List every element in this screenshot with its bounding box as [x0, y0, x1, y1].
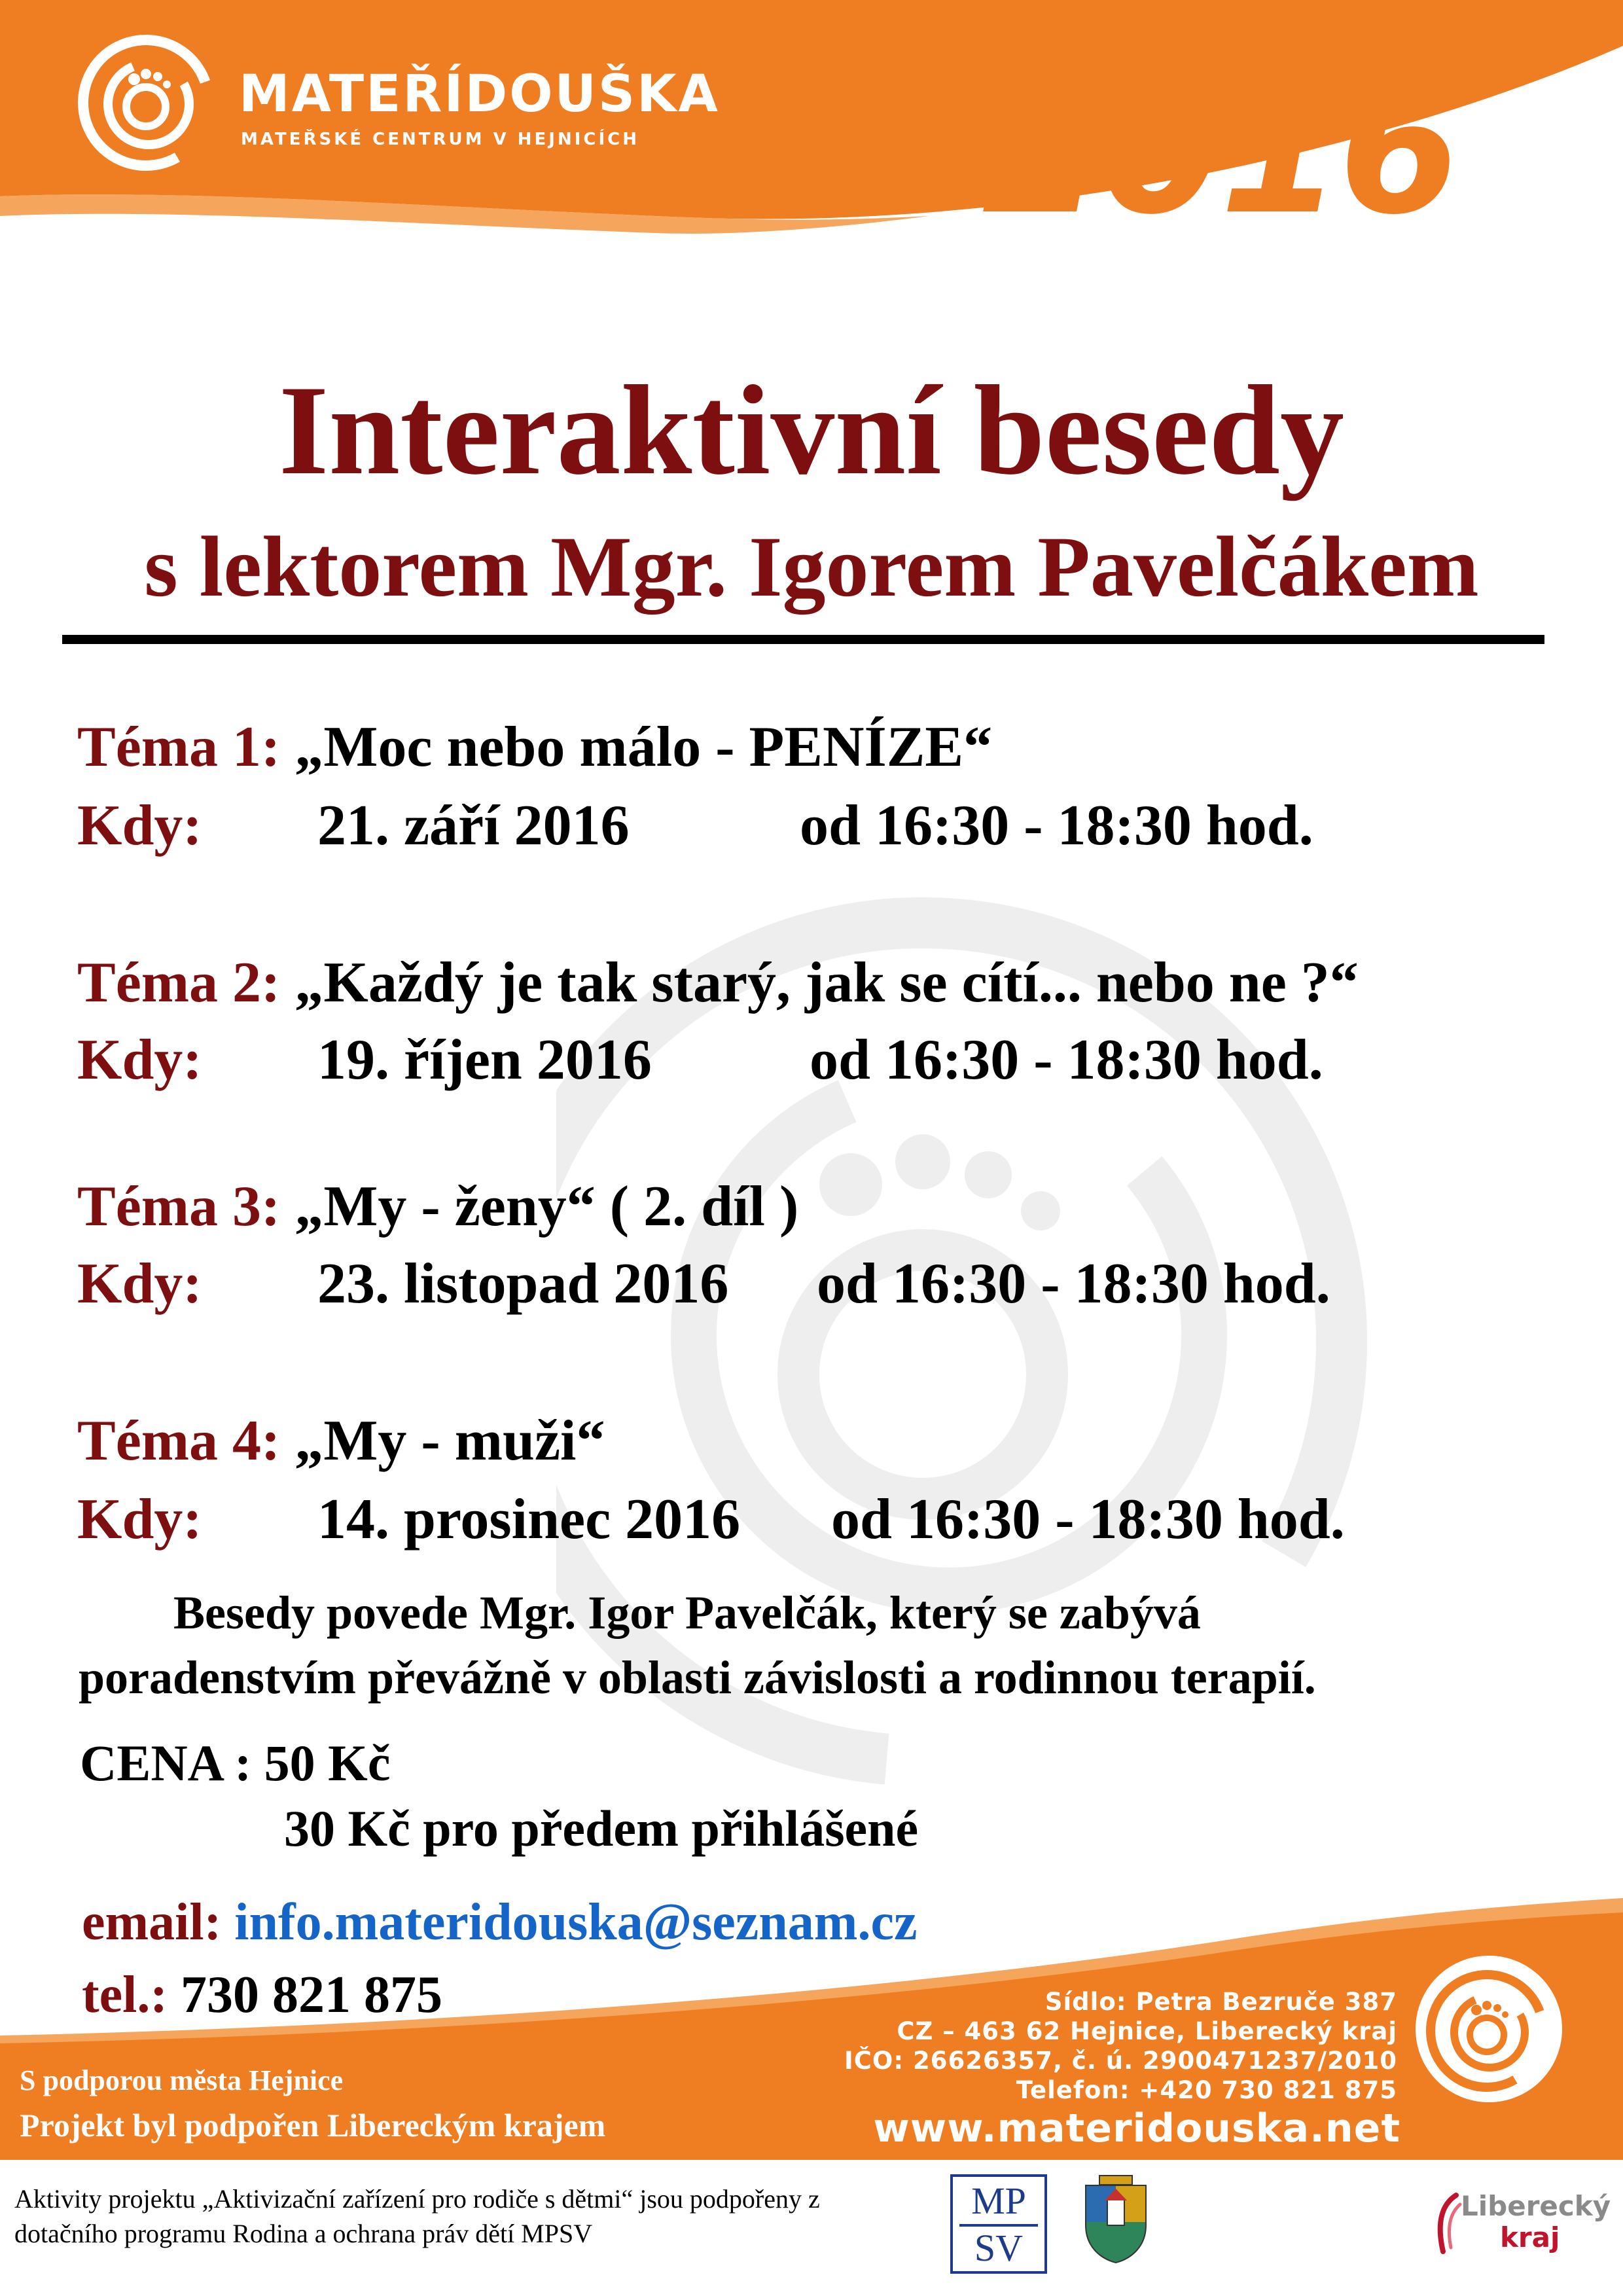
topic-name: „My - muži“ — [294, 1409, 605, 1473]
topic-4-date: 14. prosinec 2016 — [317, 1488, 741, 1551]
topic-3-heading — [77, 1175, 799, 1238]
price-discount: 30 Kč pro předem přihlášené — [284, 1800, 919, 1857]
page-title: Interaktivní besedy — [278, 359, 1344, 501]
topic-3-date: 23. listopad 2016 — [317, 1252, 729, 1316]
support-city: S podporou města Hejnice — [20, 2064, 344, 2096]
topic-label: Téma 2: — [77, 951, 281, 1014]
project-note-line2: dotačního programu Rodina a ochrana práv dětí MPSV — [14, 2219, 593, 2248]
logo-icon — [69, 23, 226, 180]
topic-2-when-label: Kdy: — [77, 1028, 202, 1092]
topic-1-when-label: Kdy: — [77, 794, 202, 857]
email-link[interactable]: info.materidouska@seznam.cz — [234, 1893, 918, 1951]
liberec-region-kraj: kraj — [1500, 2221, 1560, 2253]
topic-name: „My - ženy“ ( 2. díl ) — [294, 1175, 799, 1238]
topic-name: „Moc nebo málo - PENÍZE“ — [294, 715, 993, 779]
office-phone: Telefon: +420 730 821 875 — [1016, 2076, 1397, 2104]
year: 2016 — [982, 47, 1458, 253]
office-address: Sídlo: Petra Bezruče 387 — [1044, 1988, 1397, 2016]
email-label: email: — [82, 1893, 222, 1951]
topic-4-when-label: Kdy: — [77, 1488, 202, 1551]
tel-label: tel.: — [82, 1966, 168, 2024]
topic-4-heading — [77, 1409, 605, 1473]
website-link[interactable]: www.materidouska.net — [873, 2106, 1400, 2151]
topic-1-heading — [77, 715, 993, 779]
topic-2-heading — [77, 951, 1359, 1014]
lecturer-description-line1: Besedy povede Mgr. Igor Pavelčák, který se zabývá — [173, 1587, 1201, 1639]
topic-2-time: od 16:30 - 18:30 hod. — [810, 1028, 1323, 1092]
page-subtitle: s lektorem Mgr. Igorem Pavelčákem — [144, 518, 1479, 615]
topic-name: „Každý je tak starý, jak se cítí... nebo ne ?“ — [294, 951, 1359, 1014]
lecturer-description-line2: poradenstvím převážně v oblasti závislosti a rodinnou terapií. — [79, 1651, 1316, 1704]
mpsv-logo-bottom: SV — [974, 2227, 1024, 2269]
topic-1-time: od 16:30 - 18:30 hod. — [800, 794, 1313, 857]
hejnice-crest-icon — [1080, 2173, 1152, 2265]
brand-name: MATEŘÍDOUŠKA — [239, 65, 720, 124]
office-ico: IČO: 26626357, č. ú. 2900471237/2010 — [844, 2047, 1397, 2075]
mpsv-logo-top: MP — [971, 2179, 1026, 2222]
topic-4-time: od 16:30 - 18:30 hod. — [831, 1488, 1345, 1551]
project-note-line1: Aktivity projektu „Aktivizační zařízení pro rodiče s dětmi“ jsou podpořeny z — [14, 2184, 820, 2214]
topic-label: Téma 4: — [77, 1409, 281, 1473]
topic-label: Téma 3: — [77, 1175, 281, 1238]
office-city: CZ – 463 62 Hejnice, Liberecký kraj — [897, 2017, 1397, 2045]
footer-logo-icon — [1414, 1954, 1564, 2104]
liberec-region-icon — [1430, 2191, 1463, 2257]
topic-label: Téma 1: — [77, 715, 281, 779]
title-divider — [62, 635, 1544, 644]
topic-3-time: od 16:30 - 18:30 hod. — [817, 1252, 1330, 1316]
liberec-region-name: Liberecký — [1461, 2190, 1611, 2222]
topic-1-date: 21. září 2016 — [317, 794, 630, 857]
topic-3-when-label: Kdy: — [77, 1252, 202, 1316]
support-region: Projekt byl podpořen Libereckým krajem — [20, 2107, 606, 2144]
topic-2-date: 19. říjen 2016 — [317, 1028, 652, 1092]
price-main: CENA : 50 Kč — [80, 1734, 391, 1791]
mpsv-logo — [950, 2174, 1047, 2274]
brand-subtitle: MATEŘSKÉ CENTRUM V HEJNICÍCH — [241, 130, 639, 149]
tel-number: 730 821 875 — [181, 1966, 443, 2024]
